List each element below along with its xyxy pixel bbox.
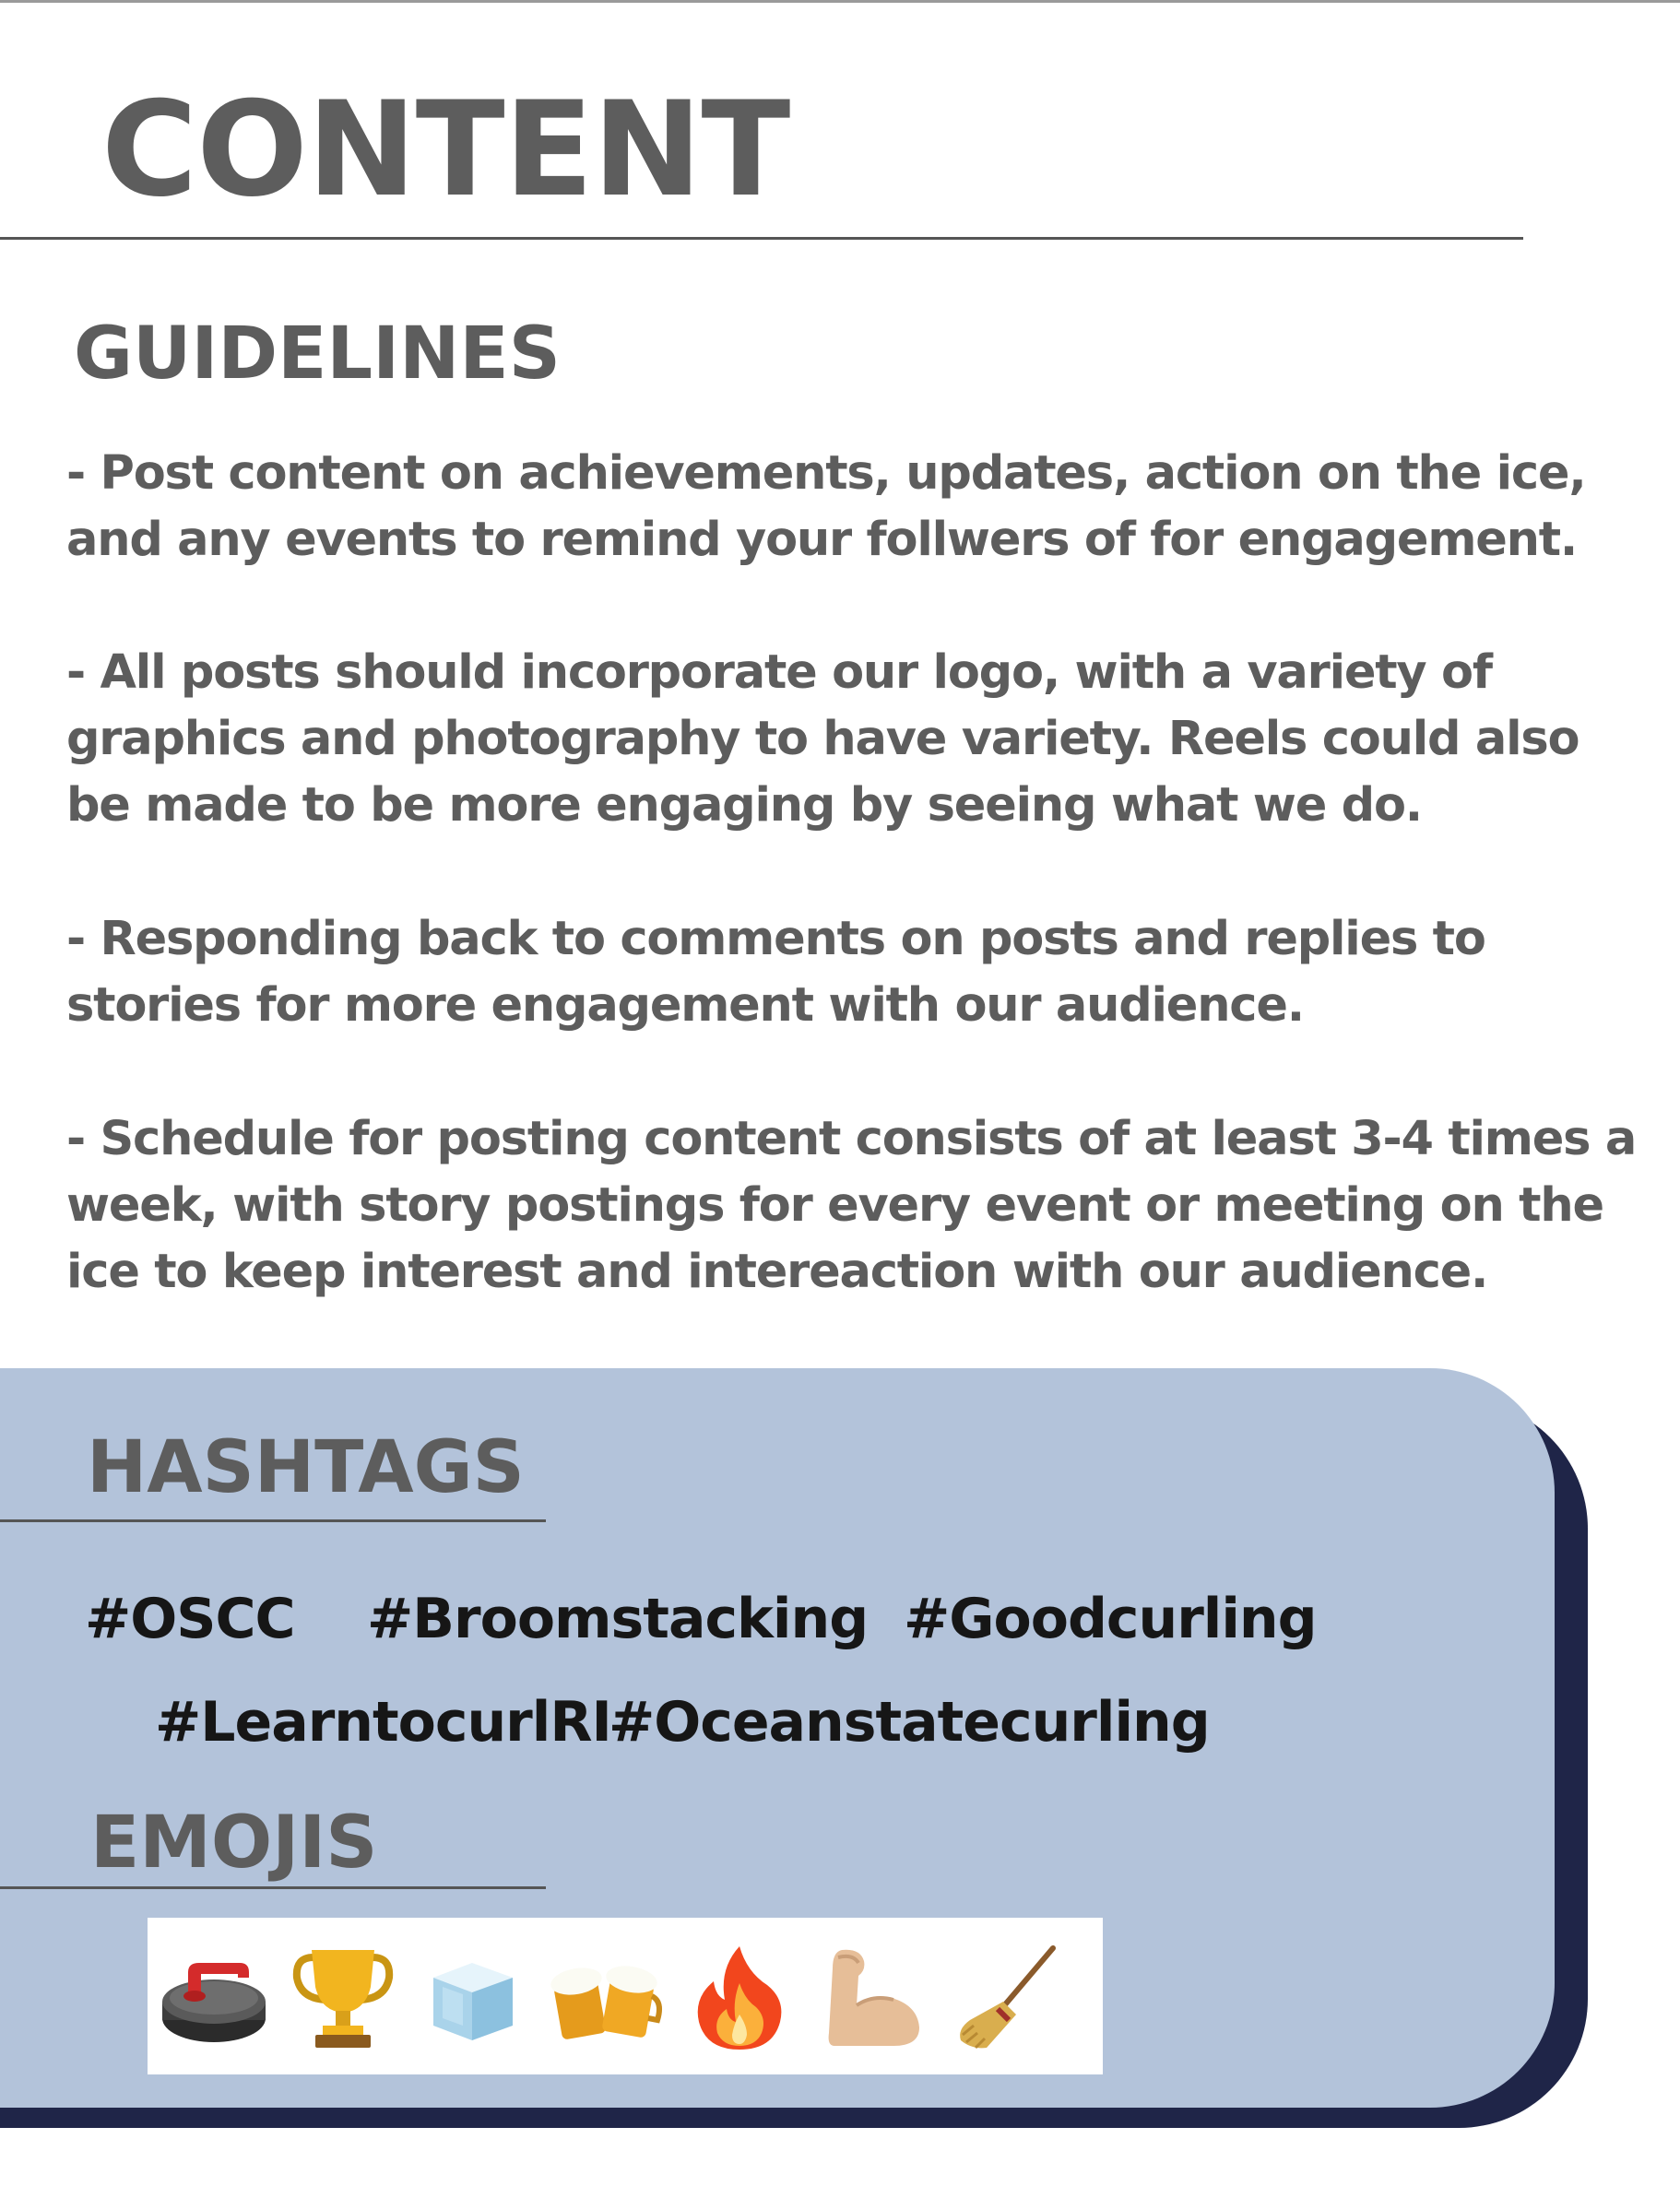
curling-stone-icon bbox=[157, 1941, 271, 2055]
hashtag-broomstacking: #Broomstacking bbox=[367, 1587, 869, 1651]
flexed-biceps-icon bbox=[816, 1941, 930, 2055]
hashtag-oceanstatecurling: #Oceanstatecurling bbox=[609, 1690, 1210, 1755]
hashtag-learntocurlri: #LearntocurlRI bbox=[155, 1690, 611, 1755]
fire-icon bbox=[682, 1941, 797, 2055]
trophy-icon bbox=[286, 1941, 400, 2055]
hashtags-heading: HASHTAGS bbox=[87, 1426, 525, 1509]
page-title: CONTENT bbox=[101, 74, 790, 226]
guidelines-heading: GUIDELINES bbox=[74, 313, 561, 396]
ice-cube-icon bbox=[415, 1941, 529, 2055]
hashtags-divider bbox=[0, 1519, 546, 1522]
beer-mugs-icon bbox=[549, 1941, 663, 2055]
guideline-item-1: - Post content on achievements, updates, action on the ice, and any events to remind your follwers of for engagement. bbox=[66, 446, 1586, 567]
guideline-item-4: - Schedule for posting content consists of at least 3-4 times a week, with story postings for every event or meeting on the ice to keep interest and intereaction with our audience. bbox=[66, 1112, 1637, 1299]
emojis-heading: EMOJIS bbox=[90, 1802, 378, 1885]
emojis-divider bbox=[0, 1886, 546, 1889]
guideline-item-2: - All posts should incorporate our logo, with a variety of graphics and photography to have variety. Reels could also be made to be more engaging by seeing what we do. bbox=[66, 645, 1579, 833]
broom-icon bbox=[950, 1941, 1064, 2055]
title-divider bbox=[0, 237, 1523, 240]
emoji-strip bbox=[148, 1918, 1103, 2074]
guideline-item-3: - Responding back to comments on posts and replies to stories for more engagement with our audience. bbox=[66, 912, 1485, 1033]
hashtag-goodcurling: #Goodcurling bbox=[904, 1587, 1317, 1651]
top-border-line bbox=[0, 0, 1680, 3]
hashtag-oscc: #OSCC bbox=[85, 1587, 295, 1651]
